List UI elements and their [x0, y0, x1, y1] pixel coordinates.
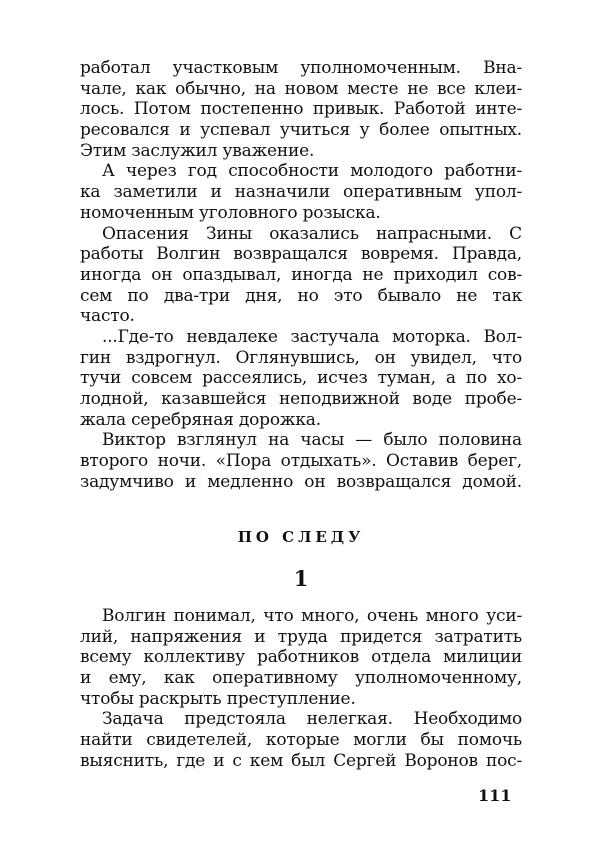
- text-line: лодной, казавшейся неподвижной воде пробе-: [80, 389, 522, 409]
- text-block-before: [80, 58, 522, 492]
- text-line: и ему, как оперативному уполномоченному,: [80, 668, 522, 689]
- text-line: всему коллективу работников отдела милиции: [80, 647, 522, 668]
- text-line: Этим заслужил уважение.: [80, 140, 315, 161]
- paragraph: [80, 224, 522, 327]
- text-line: найти свидетелей, которые могли бы помочь: [80, 730, 522, 751]
- text-line: ка заметили и назначили оперативным упол-: [80, 182, 522, 203]
- text-line: выяснить, где и с кем был Сергей Воронов пос-: [80, 750, 522, 771]
- text-line: тучи совсем рассеялись, исчез туман, а по хо-: [80, 368, 522, 389]
- paragraph: [80, 430, 522, 492]
- text-line: лий, напряжения и труда придется затратить: [80, 626, 522, 647]
- text-line: гин вздрогнул. Оглянувшись, он увидел, что: [80, 347, 522, 368]
- text-line: чале, как обычно, на новом месте не все клеи-: [80, 78, 522, 99]
- text-line: часто.: [80, 306, 135, 327]
- text-line: ресовался и успевал учиться у более опытных.: [80, 120, 522, 141]
- text-line: жала серебряная дорожка.: [80, 409, 321, 430]
- text-line: чтобы раскрыть преступление.: [80, 688, 356, 709]
- text-line: работал участковым уполномоченным. Вна-: [80, 58, 522, 78]
- text-line: иногда он опаздывал, иногда не приходил сов-: [80, 264, 522, 285]
- section-title: ПО СЛЕДУ: [237, 528, 365, 546]
- text-line: сем по два-три дня, но это бывало не так: [80, 285, 522, 306]
- text-line: задумчиво и медленно он возвращался домой.: [80, 471, 522, 492]
- text-line: номоченным уголовного розыска.: [80, 202, 381, 223]
- paragraph: [80, 161, 522, 223]
- paragraph: [80, 709, 522, 771]
- paragraph: [80, 606, 522, 709]
- paragraph: [80, 58, 522, 161]
- paragraph: [80, 327, 522, 430]
- text-line: ...Где-то невдалеке застучала моторка. Вол-: [102, 326, 522, 347]
- text-line: Опасения Зины оказались напрасными. С: [102, 223, 522, 244]
- text-line: Волгин понимал, что много, очень много уси-: [102, 606, 522, 626]
- text-block-after: [80, 606, 522, 772]
- section-number: 1: [293, 566, 309, 591]
- text-line: второго ночи. «Пора отдыхать». Оставив берег,: [80, 451, 522, 472]
- page-body: [80, 58, 522, 771]
- page-number: 111: [478, 786, 512, 805]
- text-line: работы Волгин возвращался вовремя. Правда,: [80, 244, 522, 265]
- text-line: Виктор взглянул на часы — было половина: [102, 430, 522, 451]
- text-line: лось. Потом постепенно привык. Работой инте-: [80, 99, 522, 120]
- text-line: Задача предстояла нелегкая. Необходимо: [102, 709, 522, 730]
- text-line: А через год способности молодого работни-: [102, 161, 522, 182]
